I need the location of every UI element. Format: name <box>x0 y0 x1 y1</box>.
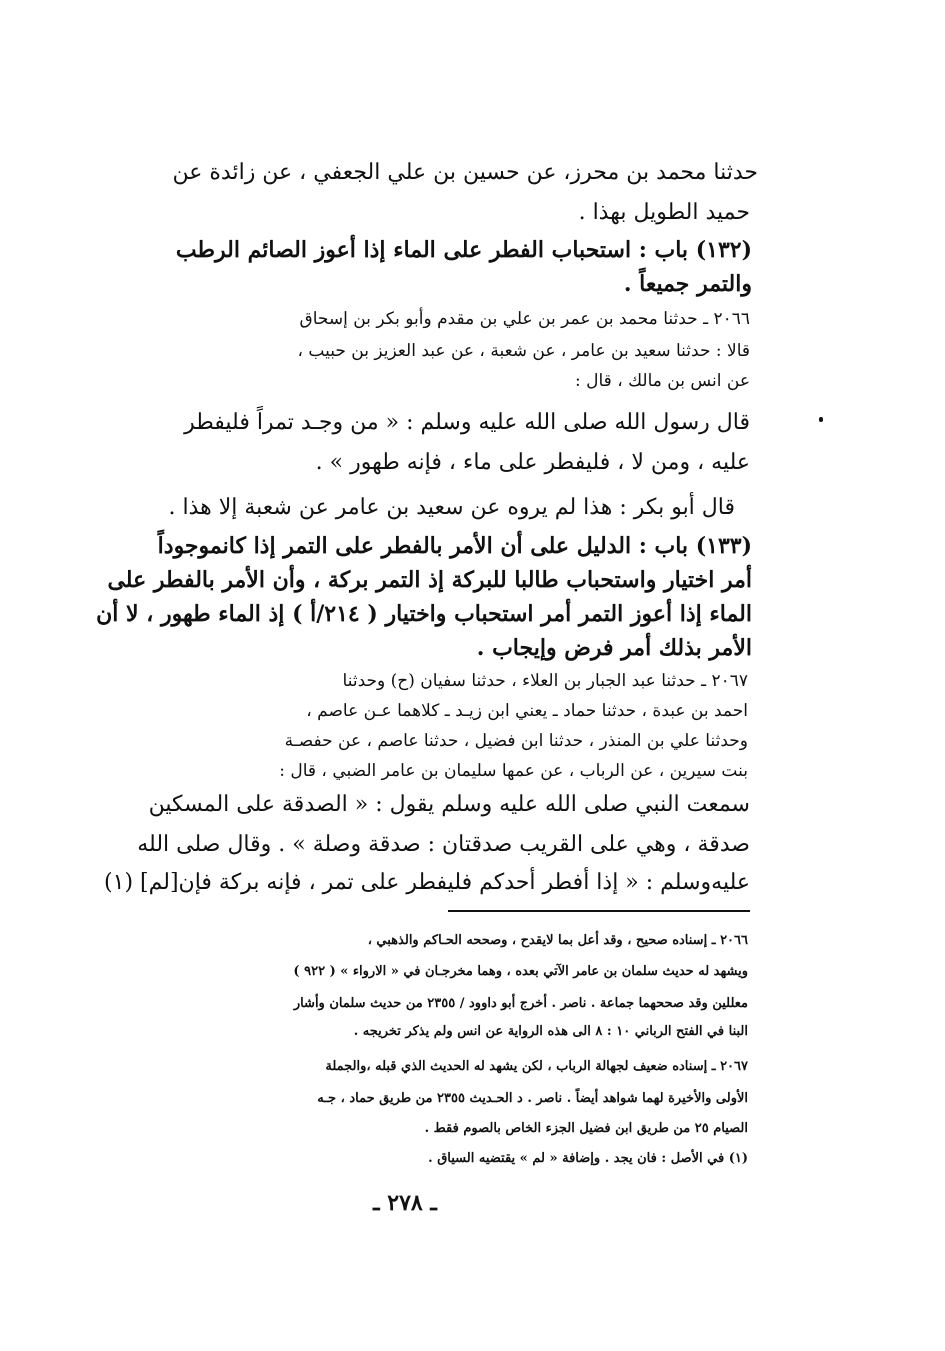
hadith-2066-line-2: قالا : حدثنا سعيد بن عامر ، عن شعبة ، عن عبد العزيز بن حبيب ، <box>297 341 750 361</box>
chapter-133-heading-line-3: الماء إذا أعوز التمر أمر استحباب واختيار ( ٢١٤/أ ) إذ الماء طهور ، لا أن <box>96 601 752 627</box>
page-number: ـ ٢٧٨ ـ <box>373 1190 437 1216</box>
intro-line-1: حدثنا محمد بن محرز، عن حسين بن علي الجعفي ، عن زائدة عن <box>172 160 758 185</box>
chapter-133-heading-line-2: أمر اختيار واستحباب طالبا للبركة إذ التمر بركة ، وأن الأمر بالفطر على <box>107 567 752 593</box>
abu-bakr-comment: قال أبو بكر : هذا لم يروه عن سعيد بن عامر عن شعبة إلا هذا . <box>168 495 735 520</box>
footnote-2067-line-3: الصيام ٢٥ من طريق ابن فضيل الجزء الخاص بالصوم فقط . <box>424 1121 748 1136</box>
hadith-2067-line-1: ٢٠٦٧ ـ حدثنا عبد الجبار بن العلاء ، حدثنا سفيان (ح) وحدثنا <box>342 671 748 691</box>
margin-mark <box>819 417 823 422</box>
footnote-2066-line-1: ٢٠٦٦ ـ إسناده صحيح ، وقد أعل بما لايقدح ، وصححه الحـاكم والذهبي ، <box>367 933 748 948</box>
hadith-2067-text-line-2: صدقة ، وهي على القريب صدقتان : صدقة وصلة » . وقال صلى الله <box>137 832 750 857</box>
chapter-132-heading-line-2: والتمر جميعاً . <box>623 271 752 297</box>
hadith-2067-text-line-1: سمعت النبي صلى الله عليه وسلم يقول : « الصدقة على المسكين <box>148 792 750 817</box>
hadith-2066-text-line-2: عليه ، ومن لا ، فليفطر على ماء ، فإنه طهور » . <box>315 450 750 475</box>
footnote-separator <box>448 910 750 912</box>
hadith-2067-text-line-3: عليه‌وسلم : « إذا أفطر أحدكم فليفطر على تمر ، فإنه بركة فإن[لم] (١) <box>104 870 750 895</box>
intro-line-2: حميد الطويل بهذا . <box>578 200 750 225</box>
footnote-2066-line-2: ويشهد له حديث سلمان بن عامر الآتي بعده ، وهما مخرجـان في « الارواء » ( ٩٢٢ ) <box>293 964 748 979</box>
footnote-1: (١) في الأصل : فان يجد . وإضافة « لم » يقتضيه السياق . <box>428 1151 748 1166</box>
hadith-2066-line-1: ٢٠٦٦ ـ حدثنا محمد بن عمر بن علي بن مقدم وأبو بكر بن إسحاق <box>299 309 750 329</box>
footnote-2066-line-3: معللين وقد صححهما جماعة . ناصر . أخرج أبو داوود / ٢٣٥٥ من حديث سلمان وأشار <box>293 996 748 1011</box>
hadith-2067-line-2: احمد بن عبدة ، حدثنا حماد ـ يعني ابن زيـد ـ كلاهما عـن عاصم ، <box>306 701 748 721</box>
hadith-2066-text-line-1: قال رسول الله صلى الله عليه وسلم : « من وجـد تمراً فليفطر <box>184 410 750 435</box>
chapter-133-heading-line-1: (١٣٣) باب : الدليل على أن الأمر بالفطر على التمر إذا كانموجوداً <box>157 533 752 559</box>
chapter-132-heading-line-1: (١٣٢) باب : استحباب الفطر على الماء إذا أعوز الصائم الرطب <box>175 237 752 263</box>
hadith-2066-line-3: عن انس بن مالك ، قال : <box>575 371 750 391</box>
footnote-2066-line-4: البنا في الفتح الرباني ١٠ : ٨ الى هذه الرواية عن انس ولم يذكر تخريجه . <box>353 1024 748 1039</box>
hadith-2067-line-3: وحدثنا علي بن المنذر ، حدثنا ابن فضيل ، حدثنا عاصم ، عن حفصـة <box>284 731 748 751</box>
chapter-133-heading-line-4: الأمر بذلك أمر فرض وإيجاب . <box>476 635 752 661</box>
footnote-2067-line-1: ٢٠٦٧ ـ إسناده ضعيف لجهالة الرباب ، لكن يشهد له الحديث الذي قبله ،والجملة <box>325 1059 748 1074</box>
footnote-2067-line-2: الأولى والأخيرة لهما شواهد أيضاً . ناصر . د الحـديث ٢٣٥٥ من طريق حماد ، جـه <box>317 1091 748 1106</box>
hadith-2067-line-4: بنت سيرين ، عن الرباب ، عن عمها سليمان بن عامر الضبي ، قال : <box>279 761 748 781</box>
